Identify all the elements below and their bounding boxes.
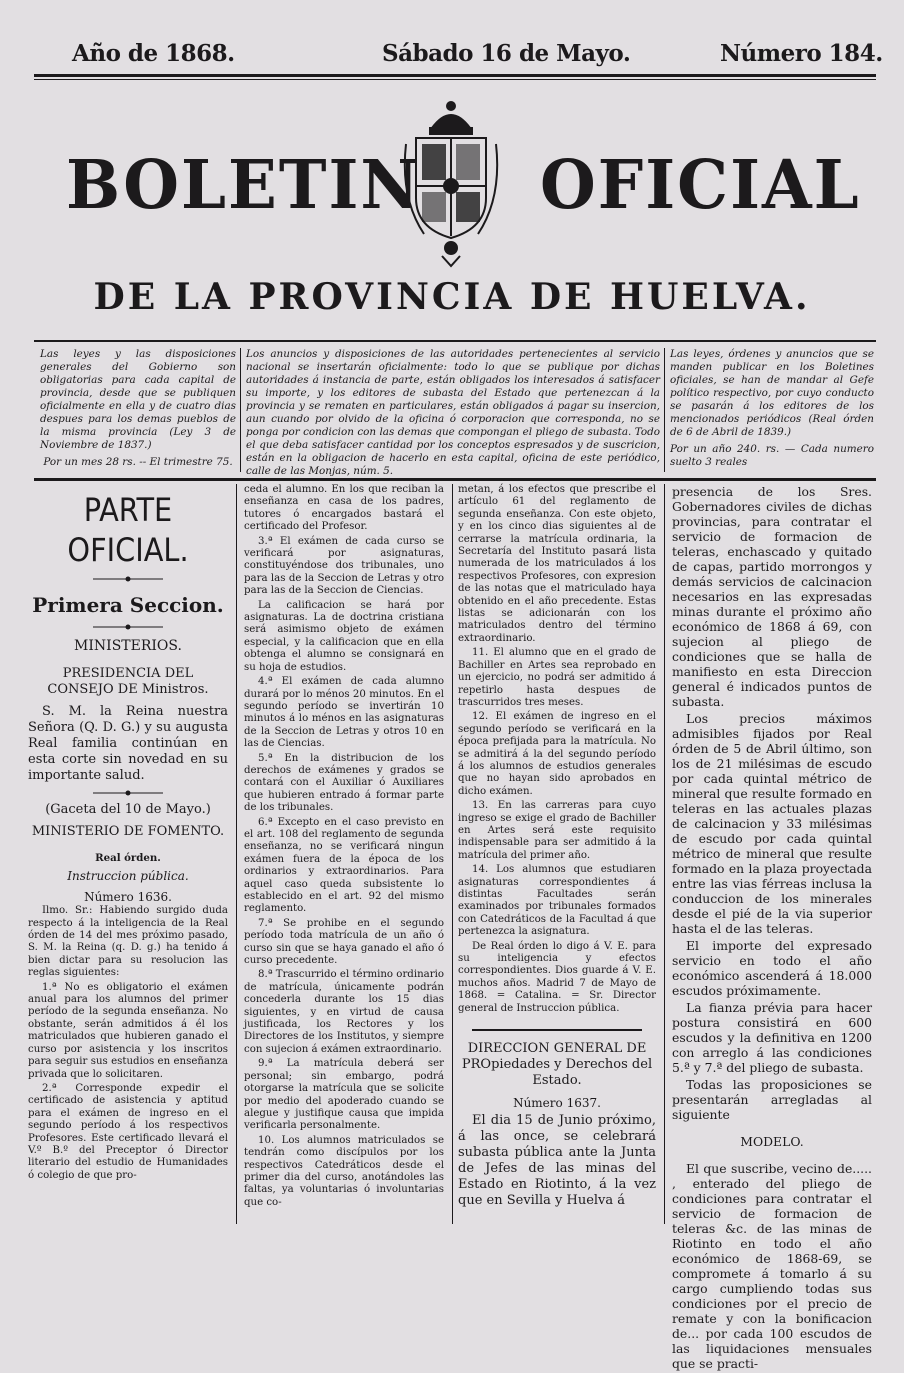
instruccion-heading: Instruccion pública. [67, 869, 189, 884]
column-4 [672, 484, 872, 1373]
notice-left-price: Por un mes 28 rs. -- El trimestre 75. [43, 456, 233, 468]
parte-oficial-heading: PARTE OFICIAL. [67, 491, 189, 569]
paragraph: 8.ª Trascurrido el término ordinario de matrícula, únicamente podrán concederla durante los 15 dias siguientes, y en virtud de causa justificada, los Rectores y los Directores de los Institutos, y siempre con sujecion á exámen extraordinario. [244, 969, 444, 1055]
primera-seccion-heading: Primera Seccion. [32, 593, 224, 617]
gaceta-reference: (Gaceta del 10 de Mayo.) [45, 802, 211, 817]
body-rule-top [34, 478, 876, 481]
ministerios-heading: MINISTERIOS. [74, 638, 182, 654]
ornament-divider-icon [93, 576, 163, 582]
issue-number: Número 184. [720, 40, 883, 67]
presidencia-heading: PRESIDENCIA DEL CONSEJO DE Ministros. [47, 666, 209, 697]
paragraph: La fianza prévia para hacer postura consistirá en 600 escudos y la definitiva en 1200 con arreglo á las condiciones 5.ª y 7.ª del pliego de subasta. [672, 1000, 872, 1075]
paragraph: Ilmo. Sr.: Habiendo surgido duda respecto á la inteligencia de la Real órden de 14 del mes próximo pasado, S. M. la Reina (q. D. g.) ha tenido á bien dictar para su resolucion las reglas siguientes: [28, 905, 228, 979]
header-bar [0, 26, 904, 74]
paragraph: El importe del expresado servicio en todo el año económico ascenderá á 18.000 escudos próximamente. [672, 938, 872, 998]
masthead-boletin: BOLETIN [66, 146, 421, 225]
ministerio-fomento-heading: MINISTERIO DE FOMENTO. [31, 824, 225, 839]
order-number: Número 1636. [84, 889, 172, 904]
header-rule-thin [34, 79, 876, 80]
paragraph: 9.ª La matrícula deberá ser personal; sin embargo, podrá otorgarse la matrícula que se solicite por medio del apoderado cuando se alegue y justifique causa que impida verificarla personalmente. [244, 1058, 444, 1132]
column-3 [458, 484, 656, 1211]
masthead-subtitle: DE LA PROVINCIA DE HUELVA. [93, 276, 811, 318]
year-label: Año de 1868. [72, 40, 235, 67]
notice-left-text: Las leyes y las disposiciones generales del Gobierno son obligatorias para cada capital de provincia, desde que se publiquen oficialmente en ella y de cuatro dias despues para los demas pueblos de la misma provincia (Ley 3 de Noviembre de 1837.) [40, 348, 236, 451]
real-orden-heading: Real órden. [95, 852, 161, 864]
paragraph: 4.ª El exámen de cada alumno durará por lo ménos 20 minutos. En el segundo período se invertirán 10 minutos á lo ménos en las asignaturas de la Seccion de Letras y otros 10 en las de Ciencias. [244, 676, 444, 750]
paragraph: 7.ª Se prohibe en el segundo período toda matrícula de un año ó curso sin que se haya ganado el año ó curso precedente. [244, 917, 444, 967]
notice-divider-2 [664, 348, 665, 472]
col-divider-3 [664, 484, 665, 1224]
col-divider-1 [236, 484, 237, 1224]
header-rule [34, 74, 876, 77]
paragraph: presencia de los Sres. Gobernadores civiles de dichas provincias, para contratar el servicio de formacion de teleras, enchascado y quitado de capas, partido morrongos y demás servicios de calcinacion necesarios en las expresadas minas durante el próximo año económico de 1868 á 69, con sujecion al pliego de condiciones que se halla de manifiesto en esta Direccion general é indicados puntos de subasta. [672, 484, 872, 709]
paragraph: 14. Los alumnos que estudiaren asignaturas correspondientes á distintas Facultades serán examinados por tribunales formados con Catedráticos de la Facultad á que pertenezca la asignatura. [458, 864, 656, 938]
notice-rule-top [34, 340, 876, 342]
order-number: Número 1637. [513, 1096, 601, 1111]
paragraph: El que suscribe, vecino de..... , enterado del pliego de condiciones para contratar el servicio de formacion de teleras &c. de las minas de Riotinto en todo el año económico de 1868-69, se compromete á tomarlo á su cargo cumpliendo todas sus condiciones por el precio de remate y con la bonificacion de... por cada 100 escudos de las liquidaciones mensuales que se practi- [672, 1161, 872, 1371]
paragraph: 12. El exámen de ingreso en el segundo período se verificará en la época prefijada para la matrícula. No se admitirá á la del segundo período á los alumnos de estudios generales que no hayan sido aprobados en dicho exámen. [458, 711, 656, 797]
paragraph: 2.ª Corresponde expedir el certificado de asistencia y aptitud para el exámen de ingreso en el segundo período á los respectivos Profesores. Este certificado llevará el V.º B.º del Preceptor ó Director literario del estudio de Humanidades ó colegio de que pro- [28, 1082, 228, 1181]
notice-center: Los anuncios y disposiciones de las autoridades pertenecientes al servicio nacional se insertarán oficialmente: todo lo que se publique por dichas autoridades á instancia de parte, están obligados los interesados á satisfacer su importe, y los editores de subasta del Estado que pertenezcan á la provincia y se rematen en particulares, están obligados á pagar su insercion, aun cuando por olvido de la oficina ó corporacion que corresponda, no se ponga por condicion con las demas que compongan el pliego de subasta. Todo el que deba satisfacer cantidad por los conceptos espresados y de suscricion, están en la obligacion de hacerlo en esta capital, oficina de este periódico, calle de las Monjas, núm. 5. [246, 348, 660, 477]
paragraph: De Real órden lo digo á V. E. para su inteligencia y efectos correspondientes. Dios guarde á V. E. muchos años. Madrid 7 de Mayo de 1868. = Catalina. = Sr. Director general de Instruccion pública. [458, 940, 656, 1014]
column-2 [244, 484, 444, 1211]
paragraph: Todas las proposiciones se presentarán arregladas al siguiente [672, 1077, 872, 1122]
paragraph: Los precios máximos admisibles fijados por Real órden de 5 de Abril último, son los de 21 milésimas de escudo por cada quintal métrico de mineral que resulte formado en teleras en las actuales plazas de calcinacion y 33 milésimas de escudo por cada quintal métrico de mineral que resulte formado en la plaza proyectada entre las vias férreas inclusa la conduccion de los minerales desde el pié de la via superior hasta el de las teleras. [672, 711, 872, 936]
paragraph: La calificacion se hará por asignaturas. La de doctrina cristiana será asimismo objeto de exámen especial, y la calificacion que en ella obtenga el alumno se consignará en su hoja de estudios. [244, 599, 444, 673]
column-1 [28, 484, 228, 1184]
paragraph: El dia 15 de Junio próximo, á las once, se celebrará subasta pública ante la Junta de Jefes de las minas del Estado en Riotinto, á la vez que en Sevilla y Huelva á [458, 1113, 656, 1209]
section-rule [472, 1029, 642, 1031]
ornament-divider-icon [93, 624, 163, 630]
notice-right [670, 348, 874, 469]
masthead-oficial: OFICIAL [540, 146, 861, 225]
col-divider-2 [452, 484, 453, 1224]
notice-right-text: Las leyes, órdenes y anuncios que se manden publicar en los Boletines oficiales, se han de mandar al Gefe político respectivo, por cuyo conducto se pasarán á los editores de los mencionados periódicos (Real órden de 6 de Abril de 1839.) [670, 348, 874, 438]
paragraph: 6.ª Excepto en el caso previsto en el art. 108 del reglamento de segunda enseñanza, no se verificará ningun exámen fuera de la época de los ordinarios y extraordinarios. Para aquel caso queda subsistente lo establecido en el art. 92 del mismo reglamento. [244, 816, 444, 915]
notice-divider-1 [240, 348, 241, 472]
date-label: Sábado 16 de Mayo. [382, 40, 631, 67]
notice-left [40, 348, 236, 469]
direccion-heading: DIRECCION GENERAL DE PROpiedades y Derechos del Estado. [461, 1041, 653, 1089]
paragraph: 1.ª No es obligatorio el exámen anual para los alumnos del primer período de la segunda enseñanza. No obstante, serán admitidos á él los matriculados que hubieren ganado el curso por asistencia y los inscritos para seguir sus estudios en enseñanza privada que lo solicitaren. [28, 981, 228, 1080]
paragraph: 13. En las carreras para cuyo ingreso se exige el grado de Bachiller en Artes será este requisito indispensable para ser admitido á la matrícula del primer año. [458, 800, 656, 861]
paragraph: 5.ª En la distribucion de los derechos de exámenes y grados se contará con el Auxiliar ó Auxiliares que hubieren entrado á formar parte de los tribunales. [244, 752, 444, 814]
modelo-heading: MODELO. [740, 1134, 804, 1149]
paragraph: S. M. la Reina nuestra Señora (Q. D. G.) y su augusta Real familia continúan en esta corte sin novedad en su importante salud. [28, 704, 228, 783]
notice-right-price: Por un año 240. rs. — Cada numero suelto 3 reales [670, 443, 874, 468]
paragraph: ceda el alumno. En los que reciban la enseñanza en casa de los padres, tutores ó encargados bastará el certificado del Profesor. [244, 484, 444, 533]
paragraph: 10. Los alumnos matriculados se tendrán como discípulos por los respectivos Catedráticos desde el primer dia del curso, anotándoles las faltas, ya voluntarias ó involuntarias que co- [244, 1134, 444, 1208]
paragraph: 11. El alumno que en el grado de Bachiller en Artes sea reprobado en un ejercicio, no podrá ser admitido á repetirlo hasta despues de trascurridos tres meses. [458, 647, 656, 708]
paragraph: 3.ª El exámen de cada curso se verificará por asignaturas, constituyéndose dos tribunales, uno para las de la Seccion de Letras y otro para las de la Seccion de Ciencias. [244, 535, 444, 597]
ornament-divider-icon [93, 790, 163, 796]
paragraph: metan, á los efectos que prescribe el artículo 61 del reglamento de segunda enseñanza. Con este objeto, y en los cinco dias siguientes al de cerrarse la matrícula ordinaria, la Secretaría del Instituto pasará lista numerada de los matriculados á los respectivos Profesores, con expresion de las notas que el matriculado haya obtenido en el año precedente. Estas listas se adicionarán con los matriculados dentro del término extraordinario. [458, 484, 656, 644]
coat-of-arms-icon [402, 98, 500, 268]
